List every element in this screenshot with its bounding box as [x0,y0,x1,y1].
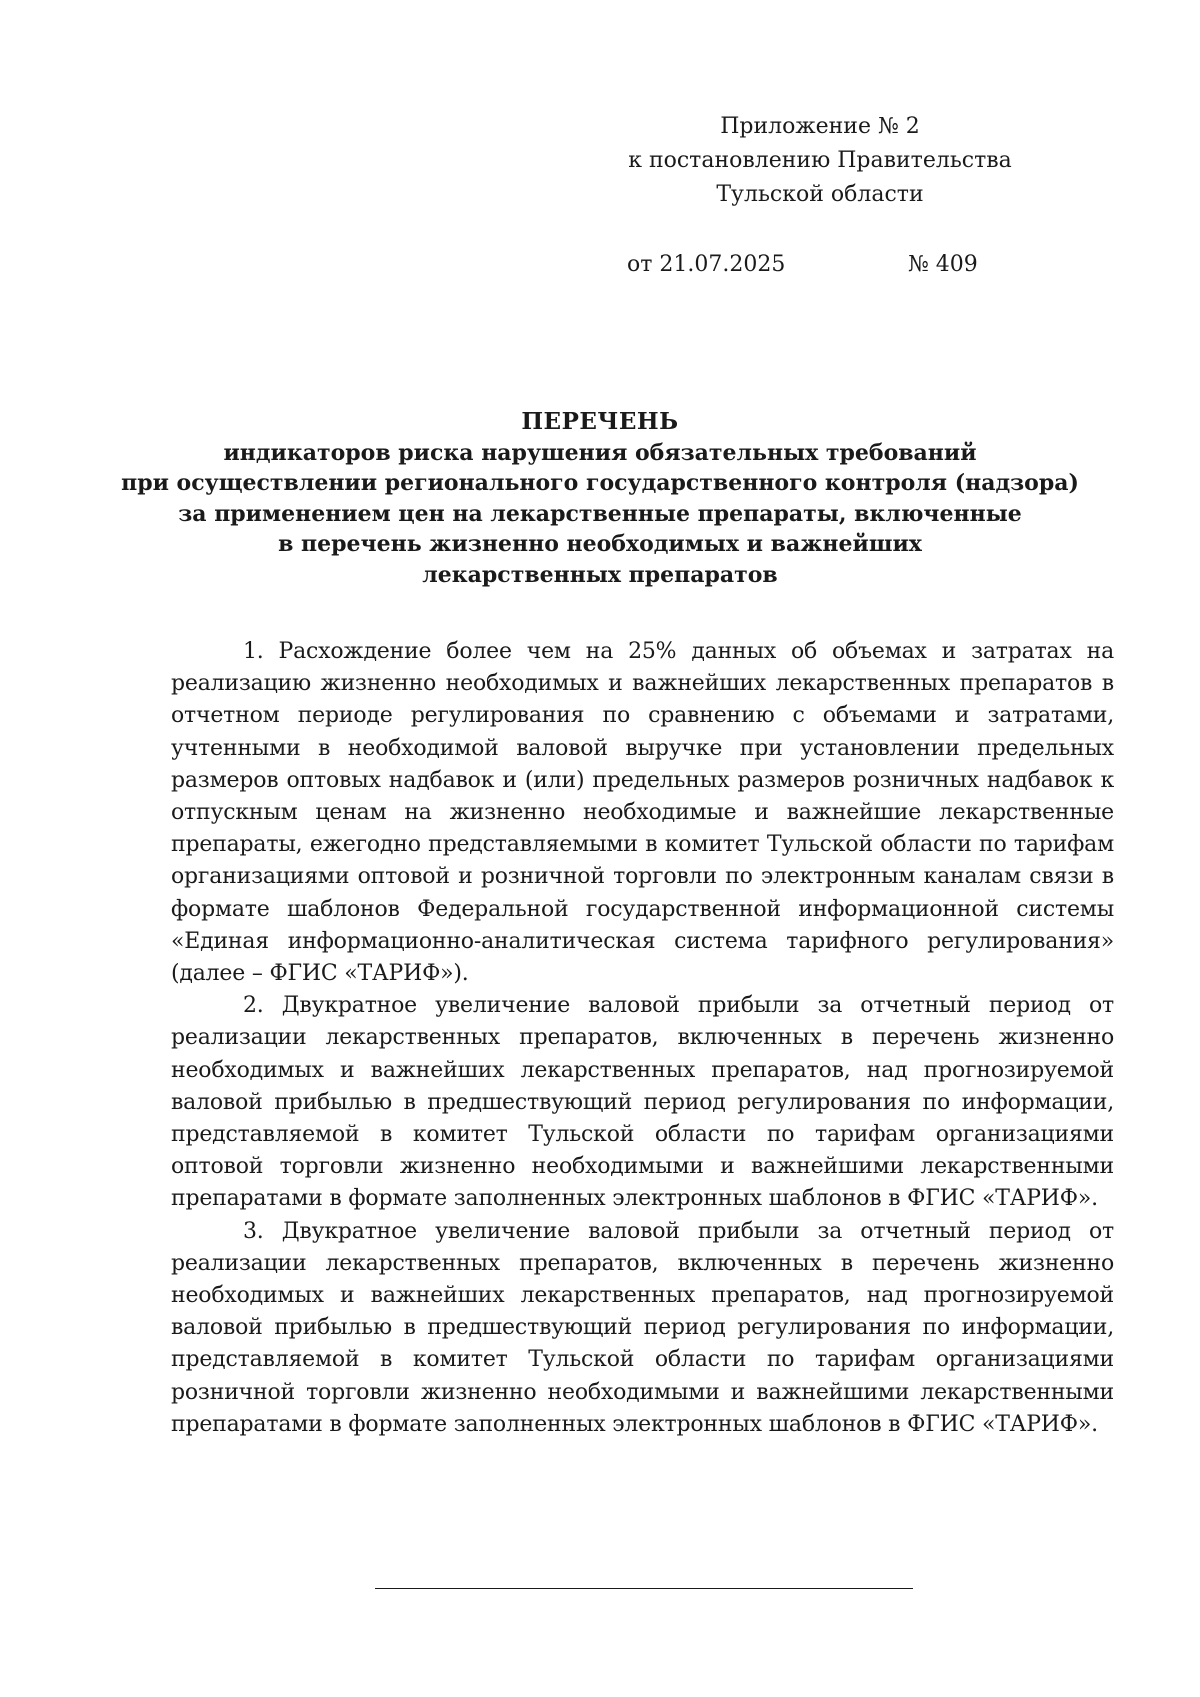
list-item-2: 2. Двукратное увеличение валовой прибыли за отчетный период от реализации лекарственных препаратов, включенных в перечень жизненно необходимых и важнейших лекарственных препаратов, над прогнозируемой валовой прибылью в предшествующий период регулирования по информации, представляемой в комитет Тульской области по тарифам организациями оптовой торговли жизненно необходимыми и важнейшими лекарственными препаратами в формате заполненных электронных шаблонов в ФГИС «ТАРИФ». [171,993,1114,1212]
appendix-header [600,110,1040,212]
end-divider [375,1588,913,1589]
title-line: индикаторов риска нарушения обязательных требований [223,439,977,466]
document-body [171,636,1114,1441]
decree-date: от 21.07.2025 [627,252,786,277]
appendix-region: Тульской области [716,182,924,207]
appendix-number: Приложение № 2 [720,114,920,139]
title-line: в перечень жизненно необходимых и важнейших [278,531,922,557]
title-line: лекарственных препаратов [422,561,778,588]
title-line: за применением цен на лекарственные препараты, включенные [178,500,1022,527]
list-item-3: 3. Двукратное увеличение валовой прибыли за отчетный период от реализации лекарственных препаратов, включенных в перечень жизненно необходимых и важнейших лекарственных препаратов, над прогнозируемой валовой прибылью в предшествующий период регулирования по информации, представляемой в комитет Тульской области по тарифам организациями розничной торговли жизненно необходимыми и важнейшими лекарственными препаратами в формате заполненных электронных шаблонов в ФГИС «ТАРИФ». [171,1218,1114,1437]
list-item-1: 1. Расхождение более чем на 25% данных об объемах и затратах на реализацию жизненно необходимых и важнейших лекарственных препаратов в отчетном периоде регулирования по сравнению с объемами и затратами, учтенными в необходимой валовой выручке при установлении предельных размеров оптовых надбавок и (или) предельных размеров розничных надбавок к отпускным ценам на жизненно необходимые и важнейшие лекарственные препараты, ежегодно представляемыми в комитет Тульской области по тарифам организациями оптовой и розничной торговли по электронным каналам связи в формате шаблонов Федеральной государственной информационной системы «Единая информационно-аналитическая система тарифного регулирования» (далее – ФГИС «ТАРИФ»). [171,639,1114,987]
document-title [120,407,1080,590]
title-line: при осуществлении регионального государственного контроля (надзора) [121,470,1079,496]
appendix-decree-ref: к постановлению Правительства [628,148,1012,173]
decree-number: № 409 [908,252,978,277]
title-heading: ПЕРЕЧЕНЬ [521,408,679,435]
